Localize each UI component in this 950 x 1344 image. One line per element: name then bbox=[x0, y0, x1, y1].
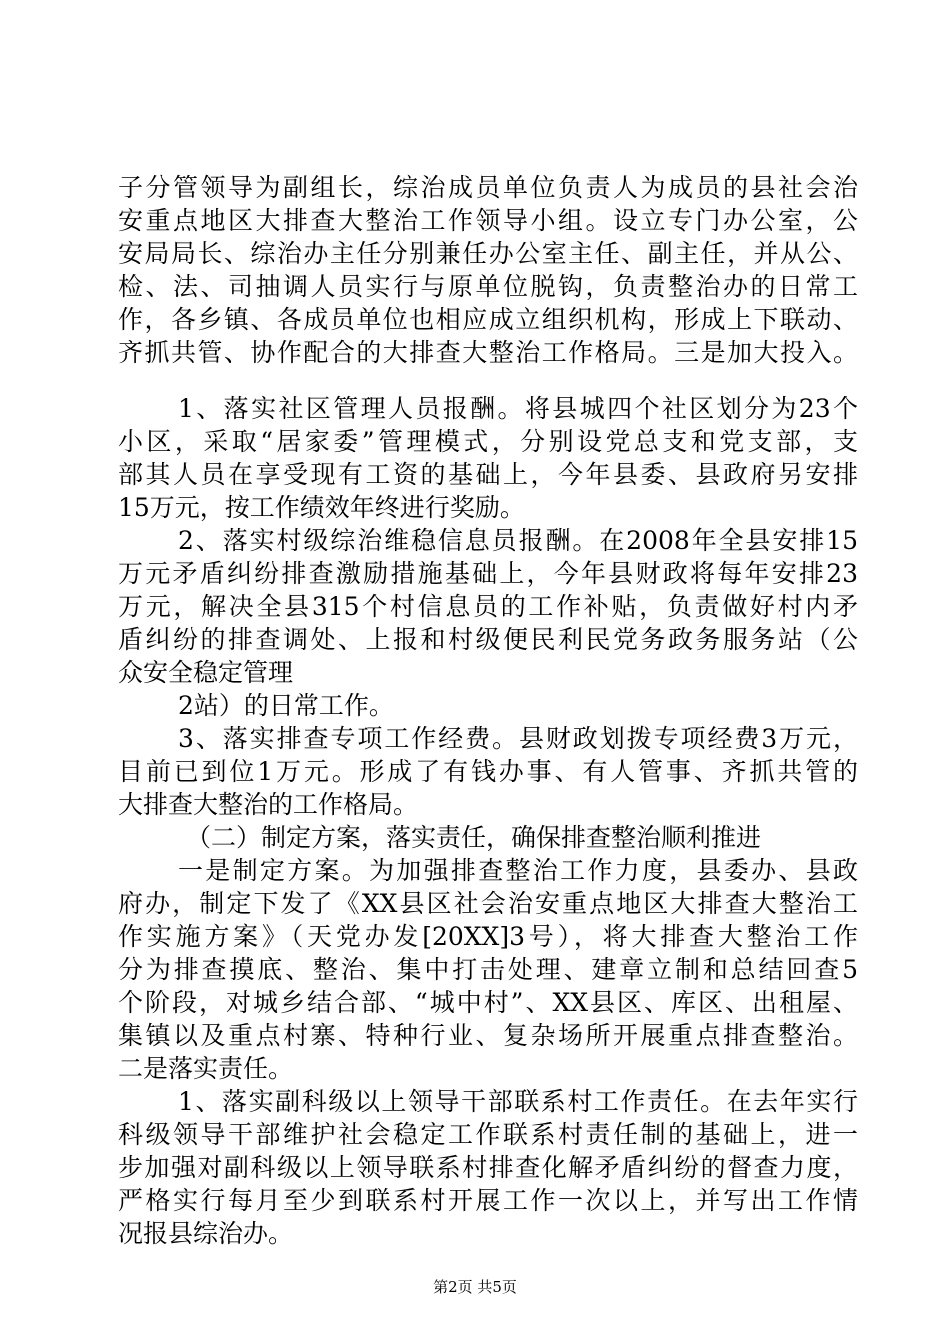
text-line: 作，各乡镇、各成员单位也相应成立组织机构，形成上下联动、 bbox=[118, 305, 858, 334]
text-line: 部其人员在享受现有工资的基础上，今年县委、县政府另安排 bbox=[118, 460, 858, 489]
text-line: 一是制定方案。为加强排查整治工作力度，县委办、县政 bbox=[178, 856, 858, 885]
text-line: 2站）的日常工作。 bbox=[178, 691, 394, 720]
text-line: 个阶段，对城乡结合部、“城中村”、XX县区、库区、出租屋、 bbox=[118, 988, 858, 1017]
text-line: 况报县综治办。 bbox=[118, 1219, 294, 1248]
text-line: 子分管领导为副组长，综治成员单位负责人为成员的县社会治 bbox=[118, 173, 858, 202]
text-line: 3、落实排查专项工作经费。县财政划拨专项经费3万元， bbox=[178, 724, 858, 753]
text-line: 安重点地区大排查大整治工作领导小组。设立专门办公室，公 bbox=[118, 206, 858, 235]
text-line: 安局局长、综治办主任分别兼任办公室主任、副主任，并从公、 bbox=[118, 239, 858, 268]
text-line: 2、落实村级综治维稳信息员报酬。在2008年全县安排15 bbox=[178, 526, 858, 555]
text-line: 齐抓共管、协作配合的大排查大整治工作格局。三是加大投入。 bbox=[118, 338, 858, 367]
text-line: 1、落实社区管理人员报酬。将县城四个社区划分为23个 bbox=[178, 394, 858, 423]
text-line: 作实施方案》（天党办发[20XX]3号），将大排查大整治工作 bbox=[118, 922, 858, 951]
text-line: 严格实行每月至少到联系村开展工作一次以上，并写出工作情 bbox=[118, 1186, 858, 1215]
text-line: 目前已到位1万元。形成了有钱办事、有人管事、齐抓共管的 bbox=[118, 757, 858, 786]
text-line: 万元，解决全县315个村信息员的工作补贴，负责做好村内矛 bbox=[118, 592, 858, 621]
text-line: 众安全稳定管理 bbox=[118, 658, 294, 687]
page-number-footer: 第2页 共5页 bbox=[433, 1278, 517, 1296]
text-line: 二是落实责任。 bbox=[118, 1054, 294, 1083]
text-line: 万元矛盾纠纷排查激励措施基础上，今年县财政将每年安排23 bbox=[118, 559, 858, 588]
text-line: 科级领导干部维护社会稳定工作联系村责任制的基础上，进一 bbox=[118, 1120, 858, 1149]
text-line: 府办，制定下发了《XX县区社会治安重点地区大排查大整治工 bbox=[118, 889, 858, 918]
text-line: 检、法、司抽调人员实行与原单位脱钩，负责整治办的日常工 bbox=[118, 272, 858, 301]
text-line: 步加强对副科级以上领导联系村排查化解矛盾纠纷的督查力度， bbox=[118, 1153, 858, 1182]
text-line: 分为排查摸底、整治、集中打击处理、建章立制和总结回查5 bbox=[118, 955, 858, 984]
text-line: 大排查大整治的工作格局。 bbox=[118, 790, 419, 819]
text-line: 集镇以及重点村寨、特种行业、复杂场所开展重点排查整治。 bbox=[118, 1021, 858, 1050]
text-line: 盾纠纷的排查调处、上报和村级便民利民党务政务服务站（公 bbox=[118, 625, 858, 654]
text-line: 15万元，按工作绩效年终进行奖励。 bbox=[118, 493, 525, 522]
section-heading: （二）制定方案，落实责任，确保排查整治顺利推进 bbox=[186, 823, 762, 852]
text-line: 1、落实副科级以上领导干部联系村工作责任。在去年实行 bbox=[178, 1087, 858, 1116]
text-line: 小区，采取“居家委”管理模式，分别设党总支和党支部，支 bbox=[118, 427, 858, 456]
